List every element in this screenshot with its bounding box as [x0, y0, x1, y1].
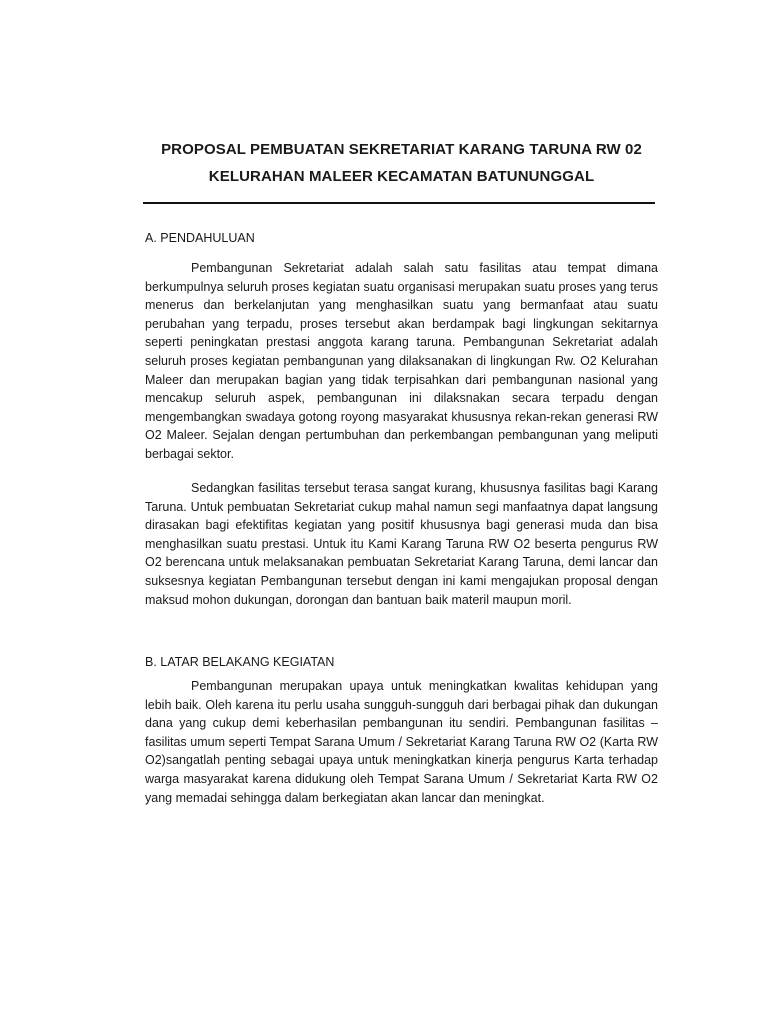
paragraph-pendahuluan-2: Sedangkan fasilitas tersebut terasa sangat kurang, khususnya fasilitas bagi Karang Taruna. Untuk pembuatan Sekretariat cukup mahal namun segi manfaatnya dapat langsung dirasakan bagi efektifitas kegiatan yang positif khususnya bagi generasi muda dan bisa menghasilkan suatu prestasi. Untuk itu Kami Karang Taruna RW O2 beserta pengurus RW O2 berencana untuk melaksanakan pembuatan Sekretariat Karang Taruna, demi lancar dan suksesnya kegiatan Pembangunan tersebut dengan ini kami mengajukan proposal dengan maksud mohon dukungan, dorongan dan bantuan baik materil maupun moril.	[145, 481, 658, 607]
document-page	[145, 0, 658, 1024]
paragraph-latar-belakang-1: Pembangunan merupakan upaya untuk meningkatkan kwalitas kehidupan yang lebih baik. Oleh karena itu perlu usaha sungguh-sungguh dari berbagai pihak dan dukungan dana yang cukup demi keberhasilan pembangunan itu sendiri. Pembangunan fasilitas – fasilitas umum seperti Tempat Sarana Umum / Sekretariat Karang Taruna RW O2 (Karta RW O2)sangatlah penting sebagai upaya untuk meningkatkan kinerja pengurus Karta terhadap warga masyarakat karena didukung oleh Tempat Sarana Umum / Sekretariat Karta RW O2 yang memadai sehingga dalam berkegiatan akan lancar dan meningkat.	[145, 679, 658, 805]
paragraph-pendahuluan-1: Pembangunan Sekretariat adalah salah satu fasilitas atau tempat dimana berkumpulnya seluruh proses kegiatan suatu organisasi merupakan suatu proses yang terus menerus dan berkelanjutan yang menghasilkan suatu yang bermanfaat atau suatu perubahan yang terpadu, proses tersebut akan berdampak bagi lingkungan sekitarnya seperti peningkatan prestasi anggota karang taruna. Pembangunan Sekretariat adalah seluruh proses kegiatan pembangunan yang dilaksanakan di lingkungan Rw. O2 Kelurahan Maleer dan merupakan bagian yang tidak terpisahkan dari pembangunan nasional yang mencakup seluruh aspek, pembangunan ini dilaksnakan secara terpadu dengan mengembangkan swadaya gotong royong masyarakat khususnya rekan-rekan generasi RW O2 Maleer. Sejalan dengan pertumbuhan dan perkembangan pembangunan yang meliputi berbagai sektor.	[145, 261, 658, 461]
section-heading-pendahuluan: A. PENDAHULUAN	[145, 231, 255, 245]
title-line-1: PROPOSAL PEMBUATAN SEKRETARIAT KARANG TARUNA RW 02	[161, 141, 642, 158]
document-title	[145, 136, 658, 190]
title-line-2: KELURAHAN MALEER KECAMATAN BATUNUNGGAL	[208, 168, 595, 185]
section-heading-latar-belakang: B. LATAR BELAKANG KEGIATAN	[145, 655, 335, 669]
title-divider	[143, 202, 655, 204]
